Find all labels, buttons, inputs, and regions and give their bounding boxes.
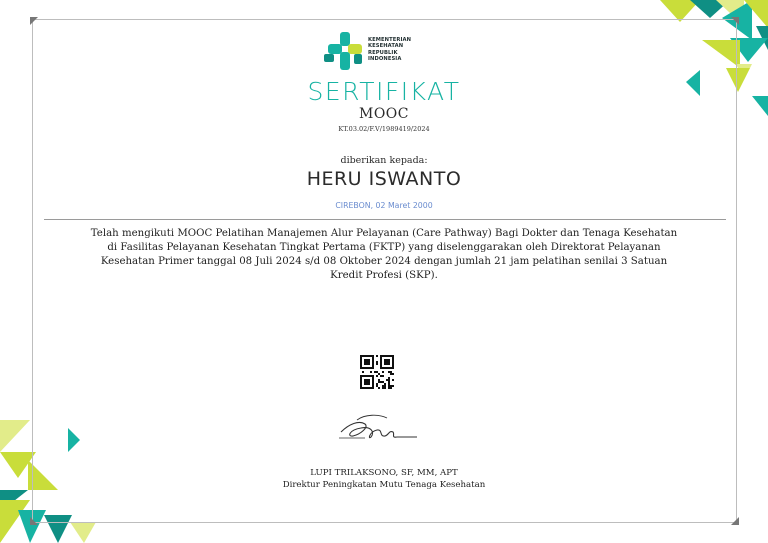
- signer-position: Direktur Peningkatan Mutu Tenaga Kesehatan: [282, 480, 486, 490]
- qr-code-icon: [360, 355, 394, 389]
- certificate-title: SERTIFIKAT: [307, 77, 461, 106]
- frame-corner-tr: [731, 17, 739, 25]
- frame-corner-br: [731, 517, 739, 525]
- signature-icon: [335, 410, 425, 446]
- logo-line: KEMENTERIAN: [368, 37, 412, 43]
- certificate-subtitle: MOOC: [358, 106, 409, 122]
- given-to-label: diberikan kepada:: [340, 155, 428, 166]
- certificate-number: KT.03.02/F.V/1989419/2024: [338, 125, 430, 133]
- recipient-birth-info: CIREBON, 02 Maret 2000: [335, 201, 433, 210]
- logo-line: INDONESIA: [368, 56, 402, 63]
- signer-name: LUPI TRILAKSONO, SF, MM, APT: [310, 468, 458, 478]
- frame-corner-bl: [30, 517, 38, 525]
- recipient-name: HERU ISWANTO: [306, 168, 462, 190]
- logo-line: REPUBLIK: [368, 49, 398, 56]
- divider: [44, 219, 726, 220]
- logo-wordmark: [368, 37, 411, 63]
- logo-line: KESEHATAN: [368, 43, 404, 50]
- certificate-description: Telah mengikuti MOOC Pelatihan Manajemen Alur Pelayanan (Care Pathway) Bagi Dokter dan Tenaga Kesehatan di Fasilitas Pelayanan Kesehatan Tingkat Pertama (FKTP) yang diselenggarakan oleh Direktorat Pelayanan Kesehatan Primer tanggal 08 Juli 2024 s/d 08 Oktober 2024 dengan jumlah 21 jam pelatihan senilai 3 Satuan Kredit Profesi (SKP).: [90, 228, 678, 281]
- frame-corner-tl: [30, 17, 38, 25]
